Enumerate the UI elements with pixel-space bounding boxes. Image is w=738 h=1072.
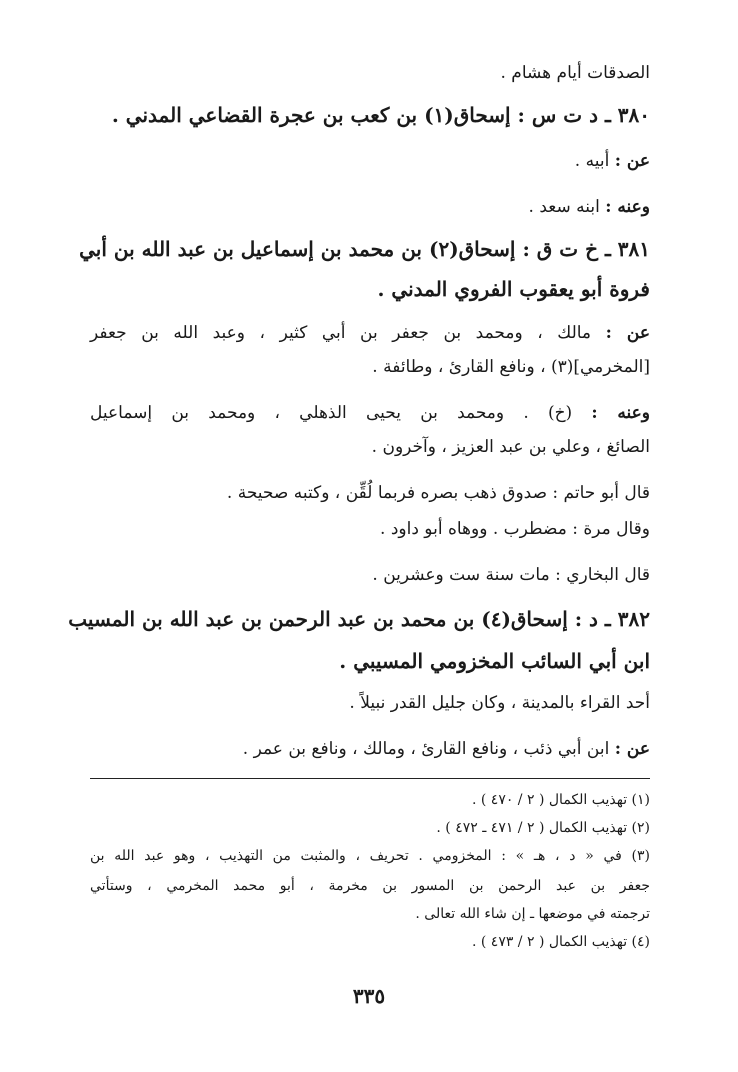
entry-382-heading-line-2 xyxy=(90,646,650,676)
footnote-text: (١) تهذيب الكمال ( ٢ / ٤٧٠ ) . xyxy=(471,792,650,808)
text-content: ابنه سعد . xyxy=(528,197,600,217)
heading-text: ابن أبي السائب المخزومي المسيبي . xyxy=(339,649,650,673)
label-an: عن : xyxy=(614,151,650,171)
footnote-1 xyxy=(90,786,650,814)
footnote-divider xyxy=(90,778,650,779)
text-content: قال أبو حاتم : صدوق ذهب بصره فربما لُقِّن ، وكتبه صحيحة . xyxy=(226,483,650,503)
entry-381-students-line-1 xyxy=(90,398,650,428)
footnote-text: (٣) في « د ، هـ » : المخزومي . تحريف ، والمثبت من التهذيب ، وهو عبد الله بن xyxy=(90,848,650,864)
entry-381-quote-bukhari xyxy=(90,560,650,590)
footnote-3-line-3 xyxy=(90,900,650,928)
footnote-text: ترجمته في موضعها ـ إن شاء الله تعالى . xyxy=(415,906,650,922)
text-content: وقال مرة : مضطرب . ووهاه أبو داود . xyxy=(380,519,650,539)
heading-text: ٣٨١ ـ خ ت ق : إسحاق(٢) بن محمد بن إسماعيل بن عبد الله بن أبي xyxy=(79,237,650,261)
text-content: قال البخاري : مات سنة ست وعشرين . xyxy=(372,565,650,585)
text-content: أحد القراء بالمدينة ، وكان جليل القدر نبيلاً . xyxy=(349,693,650,713)
entry-381-heading-line-2 xyxy=(90,274,650,304)
entry-382-description xyxy=(90,688,650,718)
text-content: [المخرمي](٣) ، ونافع القارئ ، وطائفة . xyxy=(372,357,650,377)
footnote-3-line-1 xyxy=(90,842,650,870)
heading-text: فروة أبو يعقوب الفروي المدني . xyxy=(377,277,650,301)
label-an: عن : xyxy=(605,323,651,343)
entry-380-students xyxy=(90,192,650,222)
entry-380-heading xyxy=(90,100,650,130)
entry-380-from xyxy=(90,146,650,176)
text-content: الصائغ ، وعلي بن عبد العزيز ، وآخرون . xyxy=(371,437,650,457)
entry-382-heading-line-1 xyxy=(68,604,650,634)
text-line-continuation xyxy=(90,58,650,88)
label-wa-anhu: وعنه : xyxy=(605,197,650,217)
text-content: ابن أبي ذئب ، ونافع القارئ ، ومالك ، ونافع بن عمر . xyxy=(242,739,610,759)
label-an: عن : xyxy=(614,739,650,759)
heading-text: ٣٨٠ ـ د ت س : إسحاق(١) بن كعب بن عجرة القضاعي المدني . xyxy=(111,103,650,127)
entry-381-quote-abu-hatim xyxy=(90,478,650,508)
footnote-4 xyxy=(90,928,650,956)
heading-text: ٣٨٢ ـ د : إسحاق(٤) بن محمد بن عبد الرحمن بن عبد الله بن المسيب xyxy=(68,607,650,631)
footnote-2 xyxy=(90,814,650,842)
label-wa-anhu: وعنه : xyxy=(591,403,651,423)
footnote-text: (٢) تهذيب الكمال ( ٢ / ٤٧١ ـ ٤٧٢ ) . xyxy=(436,820,650,836)
entry-381-from-line-1 xyxy=(90,318,650,348)
entry-381-students-line-2 xyxy=(90,432,650,462)
page-number: ٣٣٥ xyxy=(352,984,386,1008)
footnote-text: (٤) تهذيب الكمال ( ٢ / ٤٧٣ ) . xyxy=(471,934,650,950)
entry-381-from-line-2 xyxy=(90,352,650,382)
text-content: مالك ، ومحمد بن جعفر بن أبي كثير ، وعبد الله بن جعفر xyxy=(90,323,592,343)
text-content: أبيه . xyxy=(574,151,610,171)
entry-382-from xyxy=(90,734,650,764)
entry-381-heading-line-1 xyxy=(79,234,650,264)
entry-381-quote-marra xyxy=(90,514,650,544)
footnote-3-line-2 xyxy=(90,872,650,900)
text-content: الصدقات أيام هشام . xyxy=(500,63,650,83)
text-content: (خ) . ومحمد بن يحيى الذهلي ، ومحمد بن إسماعيل xyxy=(90,403,573,423)
footnote-text: جعفر بن عبد الرحمن بن المسور بن مخرمة ، أبو محمد المخرمي ، وستأتي xyxy=(90,878,650,894)
